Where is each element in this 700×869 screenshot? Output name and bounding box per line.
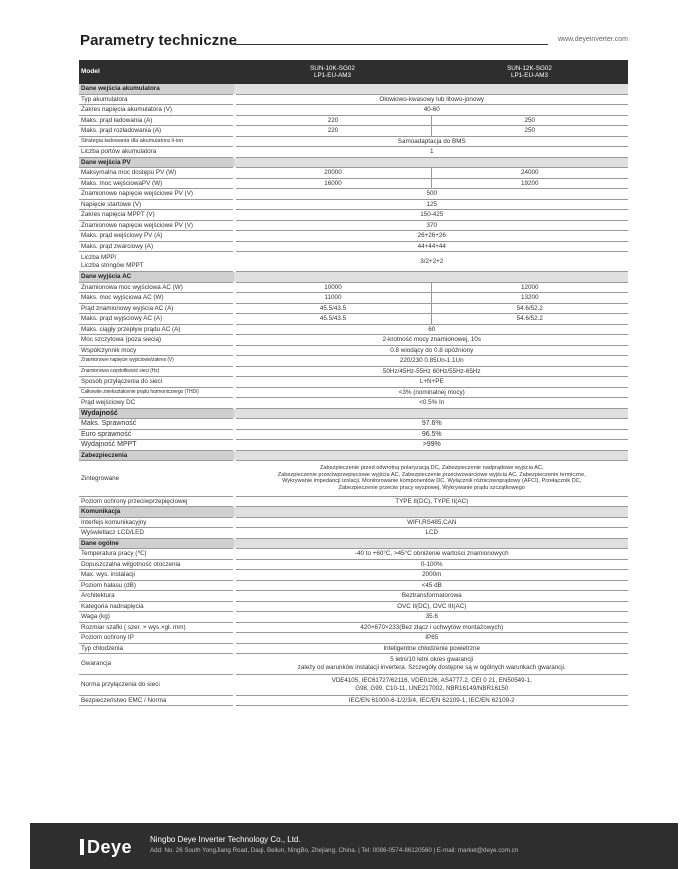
spec-label: Temperatura pracy (℃) [79,549,234,560]
section-fill [234,272,628,283]
spec-value: 500 [234,189,628,200]
spec-label: Znamionowe napięcie wejściowe PV (V) [79,189,234,200]
spec-row [79,199,628,210]
spec-row [79,252,628,272]
section-header [79,507,628,518]
spec-label: Maks. prąd wejściowy PV (A) [79,231,234,242]
spec-label: Rozmiar szafki ( szer. × wys.×gł. mm) [79,622,234,633]
spec-row [79,440,628,451]
spec-row [79,210,628,221]
spec-value: 19200 [431,178,628,189]
spec-row [79,398,628,409]
spec-label: Interfejs komunikacyjny [79,517,234,528]
spec-row [79,580,628,591]
model-row [79,60,628,84]
spec-value: Beztransformatorowa [234,591,628,602]
spec-row [79,387,628,398]
spec-row [79,559,628,570]
spec-value: 370 [234,220,628,231]
spec-value: 40-60 [234,105,628,116]
spec-row [79,622,628,633]
section-title: Dane wejścia PV [79,157,234,168]
section-fill [234,507,628,518]
spec-label: Typ chłodzenia [79,643,234,654]
spec-label: Zakres napięcia MPPT (V) [79,210,234,221]
spec-row [79,220,628,231]
section-header [79,450,628,461]
spec-row [79,496,628,507]
spec-value: 45.5/43.5 [234,303,431,314]
spec-value [234,461,628,497]
spec-row [79,419,628,430]
spec-row [79,231,628,242]
spec-value: IP65 [234,633,628,644]
spec-value: 0-100% [234,559,628,570]
spec-value: >99% [234,440,628,451]
spec-value: 125 [234,199,628,210]
spec-label: Maks. prąd wyjściowy AC (A) [79,314,234,325]
spec-label: Maksymalna moc dostępu PV (W) [79,168,234,179]
spec-label: Kategoria nadnapięcia [79,601,234,612]
spec-value: 45.5/43.5 [234,314,431,325]
company-name: Ningbo Deye Inverter Technology Co., Ltd. [150,835,301,844]
spec-row [79,601,628,612]
title-underline [235,44,548,45]
model-col-2 [431,60,628,84]
spec-label: Bezpieczeństwo EMC / Norma [79,695,234,706]
spec-row [79,674,628,695]
spec-row [79,241,628,252]
spec-value: 60 [234,324,628,335]
spec-label: Liczba portów akumulatora [79,147,234,158]
spec-label: Moc szczytowa (poza siecią) [79,335,234,346]
model-col-2-line-1: SUN-12K-SG02 [507,64,552,72]
spec-value: 44+44+44 [234,241,628,252]
spec-label: Napięcie startowe (V) [79,199,234,210]
spec-label: Znamionowe napięcie wyjściowe/zakres (V) [79,356,234,367]
spec-row [79,695,628,706]
spec-label [79,252,234,272]
spec-row [79,147,628,158]
spec-label: Typ akumulatora [79,94,234,105]
spec-value: 3/2+2+2 [234,252,628,272]
spec-row [79,528,628,539]
spec-value [234,674,628,695]
spec-row [79,335,628,346]
spec-label: Strategia ładowania dla akumulatora li-ion [79,136,234,147]
spec-value: Samoadaptacja do BMS [234,136,628,147]
spec-row [79,189,628,200]
spec-label: Architektura [79,591,234,602]
spec-value: Inteligentne chłodzenie powietrzne [234,643,628,654]
spec-value: 11000 [234,293,431,304]
spec-value: 220 [234,126,431,137]
spec-row [79,126,628,137]
section-header [79,84,628,94]
spec-label: Współczynnik mocy [79,345,234,356]
section-header [79,157,628,168]
spec-value: Ołowiowo-kwasowy lub litowo-jonowy [234,94,628,105]
spec-label: Wyświetlacz LCD/LED [79,528,234,539]
spec-value: 0.8 wiodący do 0.8 opóźniony [234,345,628,356]
spec-row [79,517,628,528]
section-fill [234,84,628,94]
deye-logo [80,837,132,858]
spec-label: Maks. prąd rozładowania (A) [79,126,234,137]
spec-row [79,94,628,105]
model-col-1 [234,60,431,84]
spec-table [79,60,628,706]
spec-label: Gwarancja [79,654,234,675]
spec-value [234,654,628,675]
section-title: Dane ogólne [79,538,234,549]
spec-value: 12000 [431,282,628,293]
spec-row [79,643,628,654]
spec-label: Maks. prąd ładowania (A) [79,115,234,126]
spec-row [79,461,628,497]
spec-value: WIFI,RS485,CAN [234,517,628,528]
model-col-1-line-1: SUN-10K-SG02 [310,64,355,72]
spec-value: 96.5% [234,429,628,440]
section-fill [234,408,628,419]
spec-label: Poziom hałasu (dB) [79,580,234,591]
spec-label: Wydajność MPPT [79,440,234,451]
spec-value: 20000 [234,168,431,179]
section-header [79,538,628,549]
spec-value: <3% (nominalnej mocy) [234,387,628,398]
spec-value: <0.5% In [234,398,628,409]
spec-label: Poziom ochrony przeciwprzepięciowej [79,496,234,507]
spec-row [79,105,628,116]
spec-label: Sposób przyłączenia do sieci [79,377,234,388]
spec-value: IEC/EN 61000-6-1/2/3/4, IEC/EN 62109-1, IEC/EN 62109-2 [234,695,628,706]
spec-row [79,356,628,367]
spec-label: Znamionowa moc wyjściowa AC (W) [79,282,234,293]
page-title: Parametry techniczne [80,32,238,49]
spec-value: 10000 [234,282,431,293]
spec-label: Dopuszczalna wilgotność otoczenia [79,559,234,570]
spec-value-line: zależy od warunków instalacji invertera. Szczegóły dostępne są w ogólnych warunkach gwarancji. [297,663,566,671]
spec-row [79,612,628,623]
spec-value: 220 [234,115,431,126]
spec-value: 250 [431,115,628,126]
spec-label: Maks. ciągły przepływ prądu AC (A) [79,324,234,335]
spec-label: Norma przyłączenia do sieci [79,674,234,695]
section-title: Wydajność [79,408,234,419]
spec-label-line: Liczba MPP/ [81,254,117,261]
section-fill [234,450,628,461]
spec-value: 50Hz/45Hz-55Hz 60Hz/55Hz-65Hz [234,366,628,377]
spec-label: Prąd znamionowy wyjścia AC (A) [79,303,234,314]
spec-row [79,314,628,325]
spec-value: 2-krotność mocy znamionowej, 10s [234,335,628,346]
website-url: www.deyeinverter.com [557,36,628,43]
logo-mark-icon [80,839,84,855]
section-title: Dane wejścia akumulatora [79,84,234,94]
spec-label: Waga (kg) [79,612,234,623]
spec-value: TYPE II(DC), TYPE II(AC) [234,496,628,507]
spec-row [79,654,628,675]
spec-value-line: G98, G99, C10-11, UNE217002, NBR16149/NBR16150 [355,684,509,692]
spec-row [79,293,628,304]
spec-label: Prąd wejściowy DC [79,398,234,409]
spec-label-line: Liczba stringów MPPT [81,261,144,269]
spec-label: Max. wys. instalacji [79,570,234,581]
spec-value: LCD [234,528,628,539]
spec-value: 97.6% [234,419,628,430]
spec-value-line: Wykrywanie impedancji izolacji, Monitorowanie komponentów DC, Wyłącznik różnicowoprądowy (AFCI), Przełącznik DC, [282,478,582,485]
spec-value: 54.6/52.2 [431,303,628,314]
spec-value-line: VDE4105, IEC61727/62116, VDE0126, AS4777.2, CEI 0 21, EN50549-1, [331,677,532,685]
company-address: Add: No. 26 South YongJiang Road, Daqi, Beilun, NingBo, Zhejiang, China. | Tel: 0086-0574-86120560 | E-mail: market@deye.com.cn [150,847,519,854]
spec-value: -40 to +60°C, >45°C obniżenie wartości znamionowych [234,549,628,560]
spec-row [79,429,628,440]
spec-value-line: Zabezpieczenie przed odwrotną polaryzacją DC, Zabezpieczenie nadprądowe wyjścia AC, [319,465,544,472]
spec-row [79,136,628,147]
spec-label: Całkowite zniekształcenie prądu harmonicznego (THDi) [79,387,234,398]
spec-value: <45 dB [234,580,628,591]
spec-row [79,303,628,314]
spec-label: Poziom ochrony IP [79,633,234,644]
spec-value: 420×670×233(Bez złącz i uchwytów montażowych) [234,622,628,633]
section-fill [234,538,628,549]
spec-value: 220/230 0.85Un-1.1Un [234,356,628,367]
spec-row [79,377,628,388]
spec-value: 150-425 [234,210,628,221]
spec-row [79,168,628,179]
spec-value: 35.6 [234,612,628,623]
spec-row [79,282,628,293]
spec-row [79,324,628,335]
spec-row [79,570,628,581]
spec-row [79,115,628,126]
spec-row [79,366,628,377]
section-title: Komunikacja [79,507,234,518]
model-label: Model [79,60,234,84]
model-col-2-line-2: LP1-EU-AM3 [510,72,549,79]
spec-value: 24000 [431,168,628,179]
spec-row [79,345,628,356]
spec-label: Znamionowe napięcie wejściowe PV (V) [79,220,234,231]
section-title: Dane wyjścia AC [79,272,234,283]
spec-row [79,178,628,189]
spec-value: 26+26+26 [234,231,628,242]
spec-value: 1 [234,147,628,158]
model-col-1-line-2: LP1-EU-AM3 [313,72,352,79]
spec-label: Maks. moc wejściowaPV (W) [79,178,234,189]
spec-value: 2000m [234,570,628,581]
section-fill [234,157,628,168]
section-title: Zabezpieczenia [79,450,234,461]
spec-label: Maks. prąd zwarciowy (A) [79,241,234,252]
page-header [80,30,628,52]
spec-value-line: Zabezpieczenie przeciw pracy wyspowej, Wykrywanie prądu szczątkowego [338,484,525,491]
spec-label: Zintegrowane [79,461,234,497]
spec-value: 16000 [234,178,431,189]
section-header [79,408,628,419]
spec-label: Maks. Sprawność [79,419,234,430]
spec-value: 54.6/52.2 [431,314,628,325]
spec-value: L+N+PE [234,377,628,388]
section-header [79,272,628,283]
spec-label: Znamionowa częstotliwość sieci (Hz) [79,366,234,377]
logo-text: Deye [87,837,133,857]
spec-value: 13200 [431,293,628,304]
spec-label: Zakres napięcia akumulatora (V) [79,105,234,116]
spec-value-line: Zabezpieczenie przeciwprzepięciowe wyjścia AC, Zabezpieczenie przeciwzwarciowe wyjścia AC, Zabezpieczenie termiczne, [277,471,586,478]
spec-row [79,549,628,560]
spec-value: 250 [431,126,628,137]
spec-row [79,591,628,602]
spec-value-line: 5 letni/10 letni okres gwarancji [390,656,474,664]
page-footer [30,823,678,869]
spec-label: Euro sprawność [79,429,234,440]
spec-label: Maks. moc wyjściowa AC (W) [79,293,234,304]
spec-row [79,633,628,644]
spec-value: OVC II(DC), OVC III(AC) [234,601,628,612]
